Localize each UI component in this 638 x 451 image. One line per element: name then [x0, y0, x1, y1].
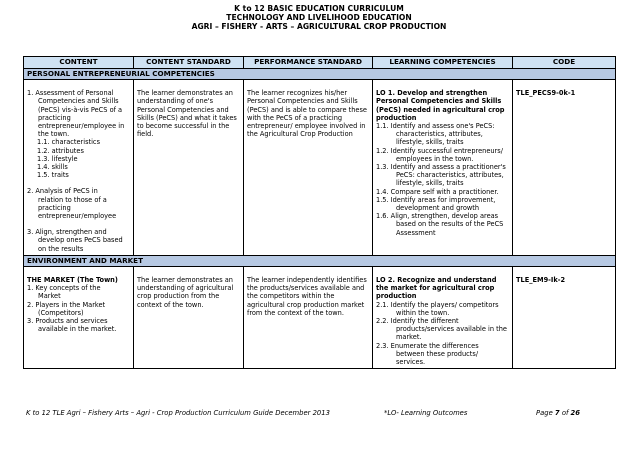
col-header-code: CODE: [513, 57, 616, 69]
page-number: [536, 409, 580, 417]
competency-item: 1.3. Identify and assess a practitioner's PeCS: characteristics, attributes, lifestyle, skills, traits: [376, 163, 506, 188]
content-item-cont: develop ones PeCS based on the results: [38, 236, 123, 253]
footer-note: *LO- Learning Outcomes: [384, 409, 468, 417]
code-cell: TLE_PECS9-0k-1: [513, 80, 616, 256]
col-header-content-standard: CONTENT STANDARD: [134, 57, 244, 69]
competency-item: 2.2. Identify the different products/services available in the market.: [376, 317, 507, 342]
content-cell: [24, 80, 134, 256]
learning-outcome: LO 2. Recognize and understand the market for agricultural crop production: [376, 276, 497, 301]
performance-standard-cell: The learner independently identifies the products/services available and the competitors within the agricultural crop production market from the context of the town.: [244, 267, 373, 369]
competency-item: 1.1. Identify and assess one's PeCS: characteristics, attributes, lifestyle, skills, traits: [376, 122, 495, 147]
content-item-cont: relation to those of a practicing entrepreneur/employee: [38, 195, 117, 221]
content-subitem: 1.5. traits: [37, 171, 69, 180]
table-header-row: [24, 57, 616, 69]
competency-item: 1.5. Identify areas for improvement, development and growth: [376, 195, 496, 213]
content-item: 3. Products and services: [27, 317, 108, 326]
table-row: [24, 80, 616, 256]
doc-strand: AGRI – FISHERY - ARTS – AGRICULTURAL CROP PRODUCTION: [191, 22, 447, 31]
content-standard-cell: The learner demonstrates an understanding of one's Personal Competencies and Skills (PeCS) and what it takes to become successful in the field.: [134, 80, 244, 256]
col-header-learning-competencies: LEARNING COMPETENCIES: [373, 57, 513, 69]
competency-item: 1.2. Identify successful entrepreneurs/ employees in the town.: [376, 146, 503, 163]
col-header-performance-standard: PERFORMANCE STANDARD: [244, 57, 373, 69]
col-header-content: CONTENT: [24, 57, 134, 69]
performance-standard-cell: The learner recognizes his/her Personal Competencies and Skills (PeCS) and is able to compare these with the PeCS of a practicing entrepreneur/ employee involved in the Agricultural Crop Production: [244, 80, 373, 256]
curriculum-table: [23, 56, 616, 369]
content-heading: THE MARKET (The Town): [27, 276, 118, 285]
section-title: PERSONAL ENTREPRENEURIAL COMPETENCIES: [24, 69, 616, 80]
section-title: ENVIRONMENT AND MARKET: [24, 255, 616, 266]
content-item: 2. Analysis of PeCS in: [27, 187, 98, 196]
competency-item: 1.6. Align, strengthen, develop areas based on the results of the PeCS Assessment: [376, 212, 504, 237]
content-subitem: 1.1. characteristics: [37, 138, 100, 147]
content-item-cont: Competencies and Skills (PeCS) vis-à-vis PeCS of a practicing entrepreneur/employee in the town.: [38, 97, 125, 139]
section-row-pecs: [24, 69, 616, 80]
learning-competencies-cell: [373, 267, 513, 369]
content-item-cont: Market: [38, 292, 61, 301]
content-item: 3. Align, strengthen and: [27, 228, 107, 237]
section-row-environment: [24, 255, 616, 266]
content-item: 1. Assessment of Personal: [27, 89, 114, 98]
content-subitem: 1.3. lifestyle: [37, 154, 78, 163]
content-subitem: 1.4. skills: [37, 163, 68, 172]
learning-competencies-cell: [373, 80, 513, 256]
content-item-cont: available in the market.: [38, 325, 117, 334]
learning-outcome: LO 1. Develop and strengthen Personal Competencies and Skills (PeCS) needed in agricultural crop production: [376, 89, 505, 122]
content-standard-cell: The learner demonstrates an understanding of agricultural crop production from the context of the town.: [134, 267, 244, 369]
doc-title: K to 12 BASIC EDUCATION CURRICULUM: [234, 4, 404, 13]
competency-item: 2.1. Identify the players/ competitors within the town.: [376, 300, 499, 317]
content-item-cont: (Competitors): [38, 308, 84, 317]
content-cell: [24, 267, 134, 369]
content-item: 2. Players in the Market: [27, 300, 106, 309]
table-row: [24, 267, 616, 369]
page-total: 26: [570, 409, 580, 417]
code-cell: TLE_EM9-Ik-2: [513, 267, 616, 369]
page-of: of: [559, 409, 571, 417]
competency-item: 2.3. Enumerate the differences between these products/ services.: [376, 341, 479, 367]
content-item: 1. Key concepts of the: [27, 284, 101, 293]
competency-item: 1.4. Compare self with a practitioner.: [376, 187, 499, 196]
page-prefix: Page: [536, 409, 555, 417]
page-current: 7: [554, 409, 560, 417]
content-subitem: 1.2. attributes: [37, 146, 84, 155]
doc-subtitle: TECHNOLOGY AND LIVELIHOOD EDUCATION: [226, 13, 412, 22]
footer-guide-title: K to 12 TLE Agri – Fishery Arts – Agri - Crop Production Curriculum Guide December 2013: [26, 409, 330, 417]
